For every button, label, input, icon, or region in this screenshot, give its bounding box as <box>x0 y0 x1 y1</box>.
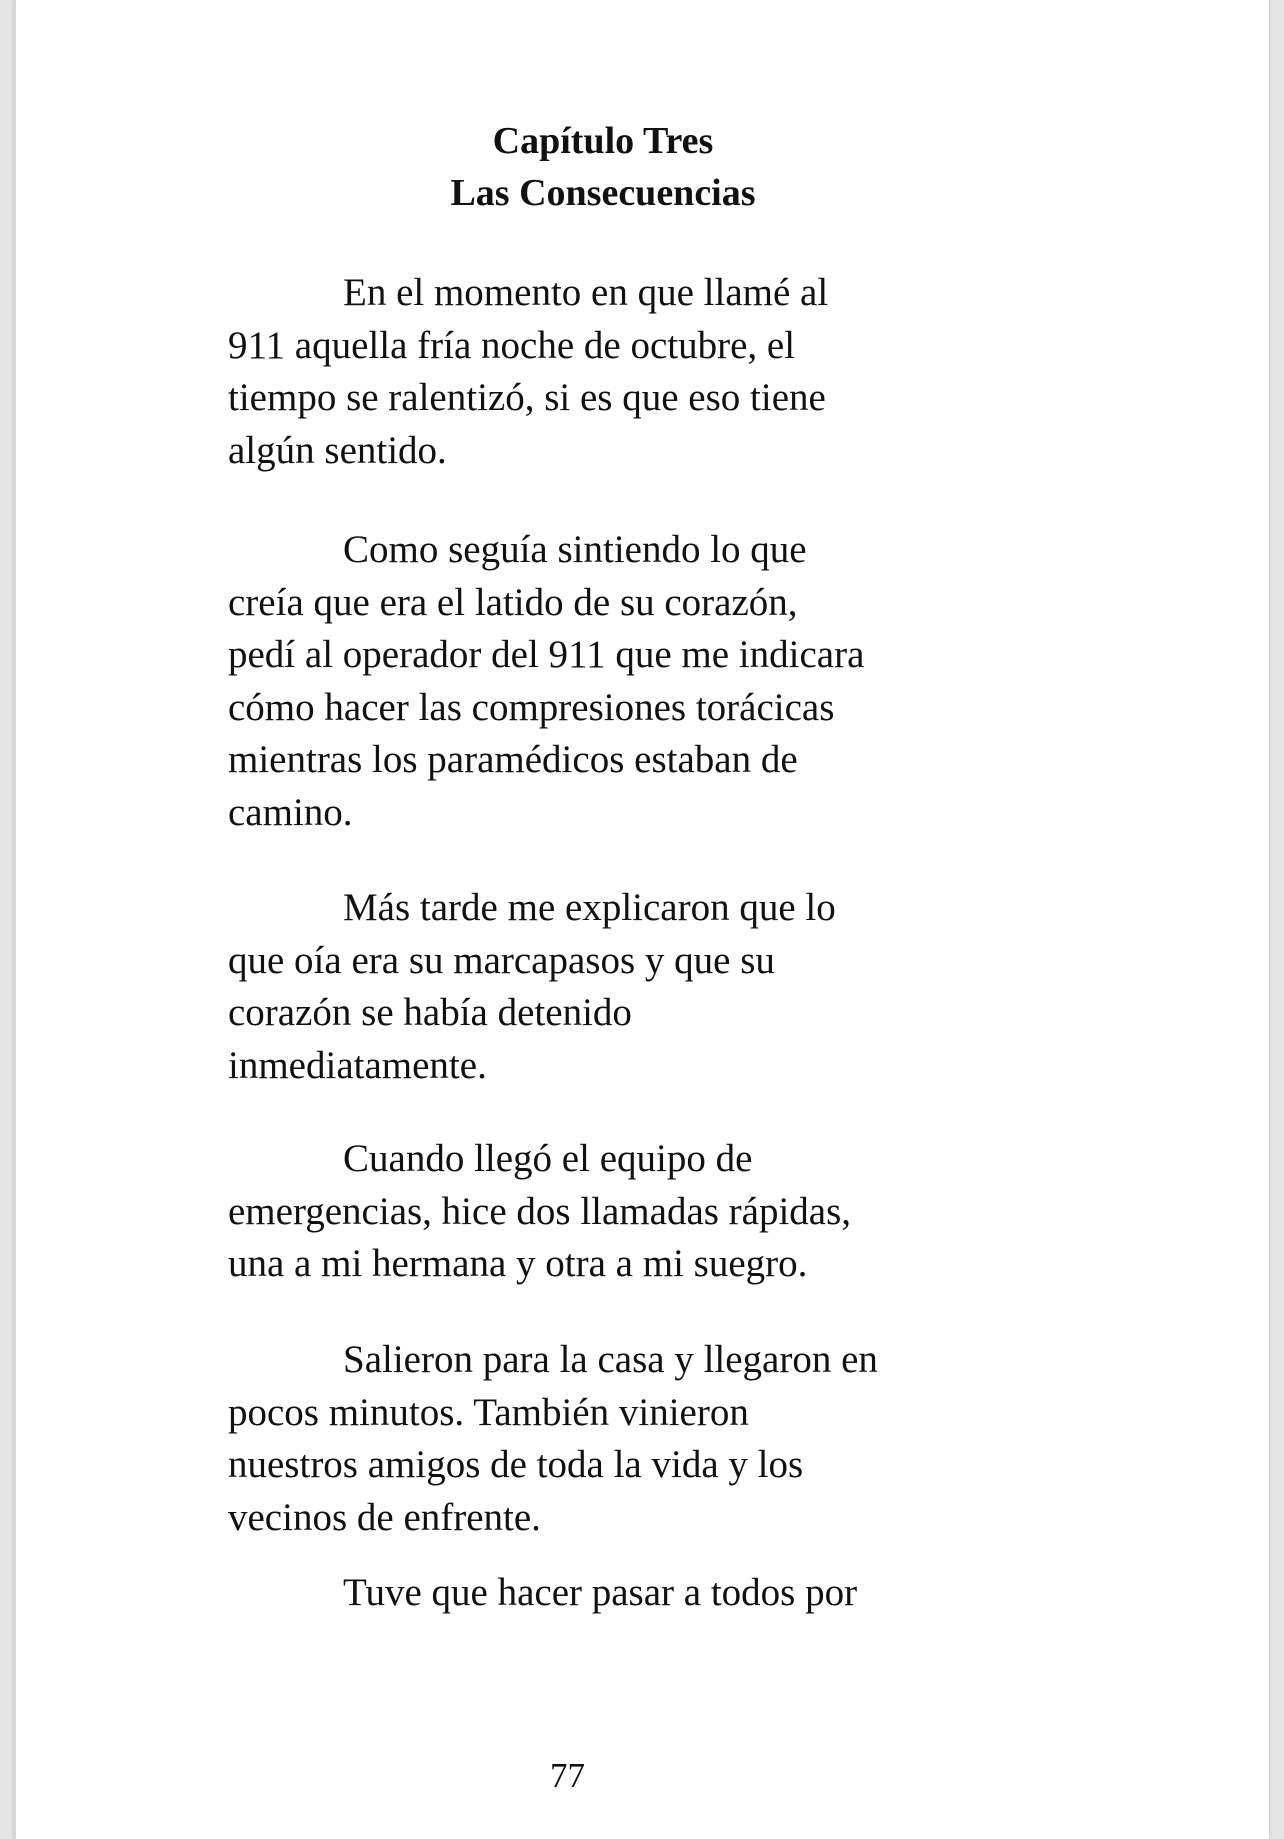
text-line: mientras los paramédicos estaban de <box>228 738 798 782</box>
text-line: cómo hacer las compresiones torácicas <box>228 685 835 729</box>
chapter-title: Capítulo Tres <box>492 120 714 162</box>
text-line: camino. <box>228 790 353 834</box>
text-line: En el momento en que llamé al <box>343 271 829 314</box>
text-line: 911 aquella fría noche de octubre, el <box>228 323 796 367</box>
text-line: pedí al operador del 911 que me indicara <box>228 633 865 677</box>
text-line: Tuve que hacer pasar a todos por <box>343 1571 858 1614</box>
text-line: algún sentido. <box>228 428 447 472</box>
text-line: creía que era el latido de su corazón, <box>228 580 798 624</box>
text-line: vecinos de enfrente. <box>228 1495 541 1539</box>
text-line: corazón se había detenido <box>228 991 632 1035</box>
paragraph <box>228 1567 1008 1620</box>
text-line: Más tarde me explicaron que lo <box>343 886 836 929</box>
text-line: emergencias, hice dos llamadas rápidas, <box>228 1189 852 1233</box>
book-page <box>14 0 1269 1839</box>
paragraph <box>228 1133 1008 1291</box>
page-number: 77 <box>550 1756 585 1795</box>
text-line: inmediatamente. <box>228 1043 487 1087</box>
chapter-subtitle: Las Consecuencias <box>450 172 756 214</box>
paragraph <box>228 882 1008 1092</box>
text-line: Cuando llegó el equipo de <box>343 1137 753 1180</box>
text-line: tiempo se ralentizó, si es que eso tiene <box>228 376 826 420</box>
text-line: nuestros amigos de toda la vida y los <box>228 1443 804 1487</box>
text-line: Como seguía sintiendo lo que <box>343 528 807 571</box>
text-line: Salieron para la casa y llegaron en <box>343 1338 878 1381</box>
text-line: que oía era su marcapasos y que su <box>228 938 775 982</box>
paragraph <box>228 524 1008 840</box>
paragraph <box>228 1334 1008 1544</box>
paragraph <box>228 267 1008 477</box>
text-line: pocos minutos. También vinieron <box>228 1390 749 1434</box>
text-line: una a mi hermana y otra a mi suegro. <box>228 1242 808 1286</box>
